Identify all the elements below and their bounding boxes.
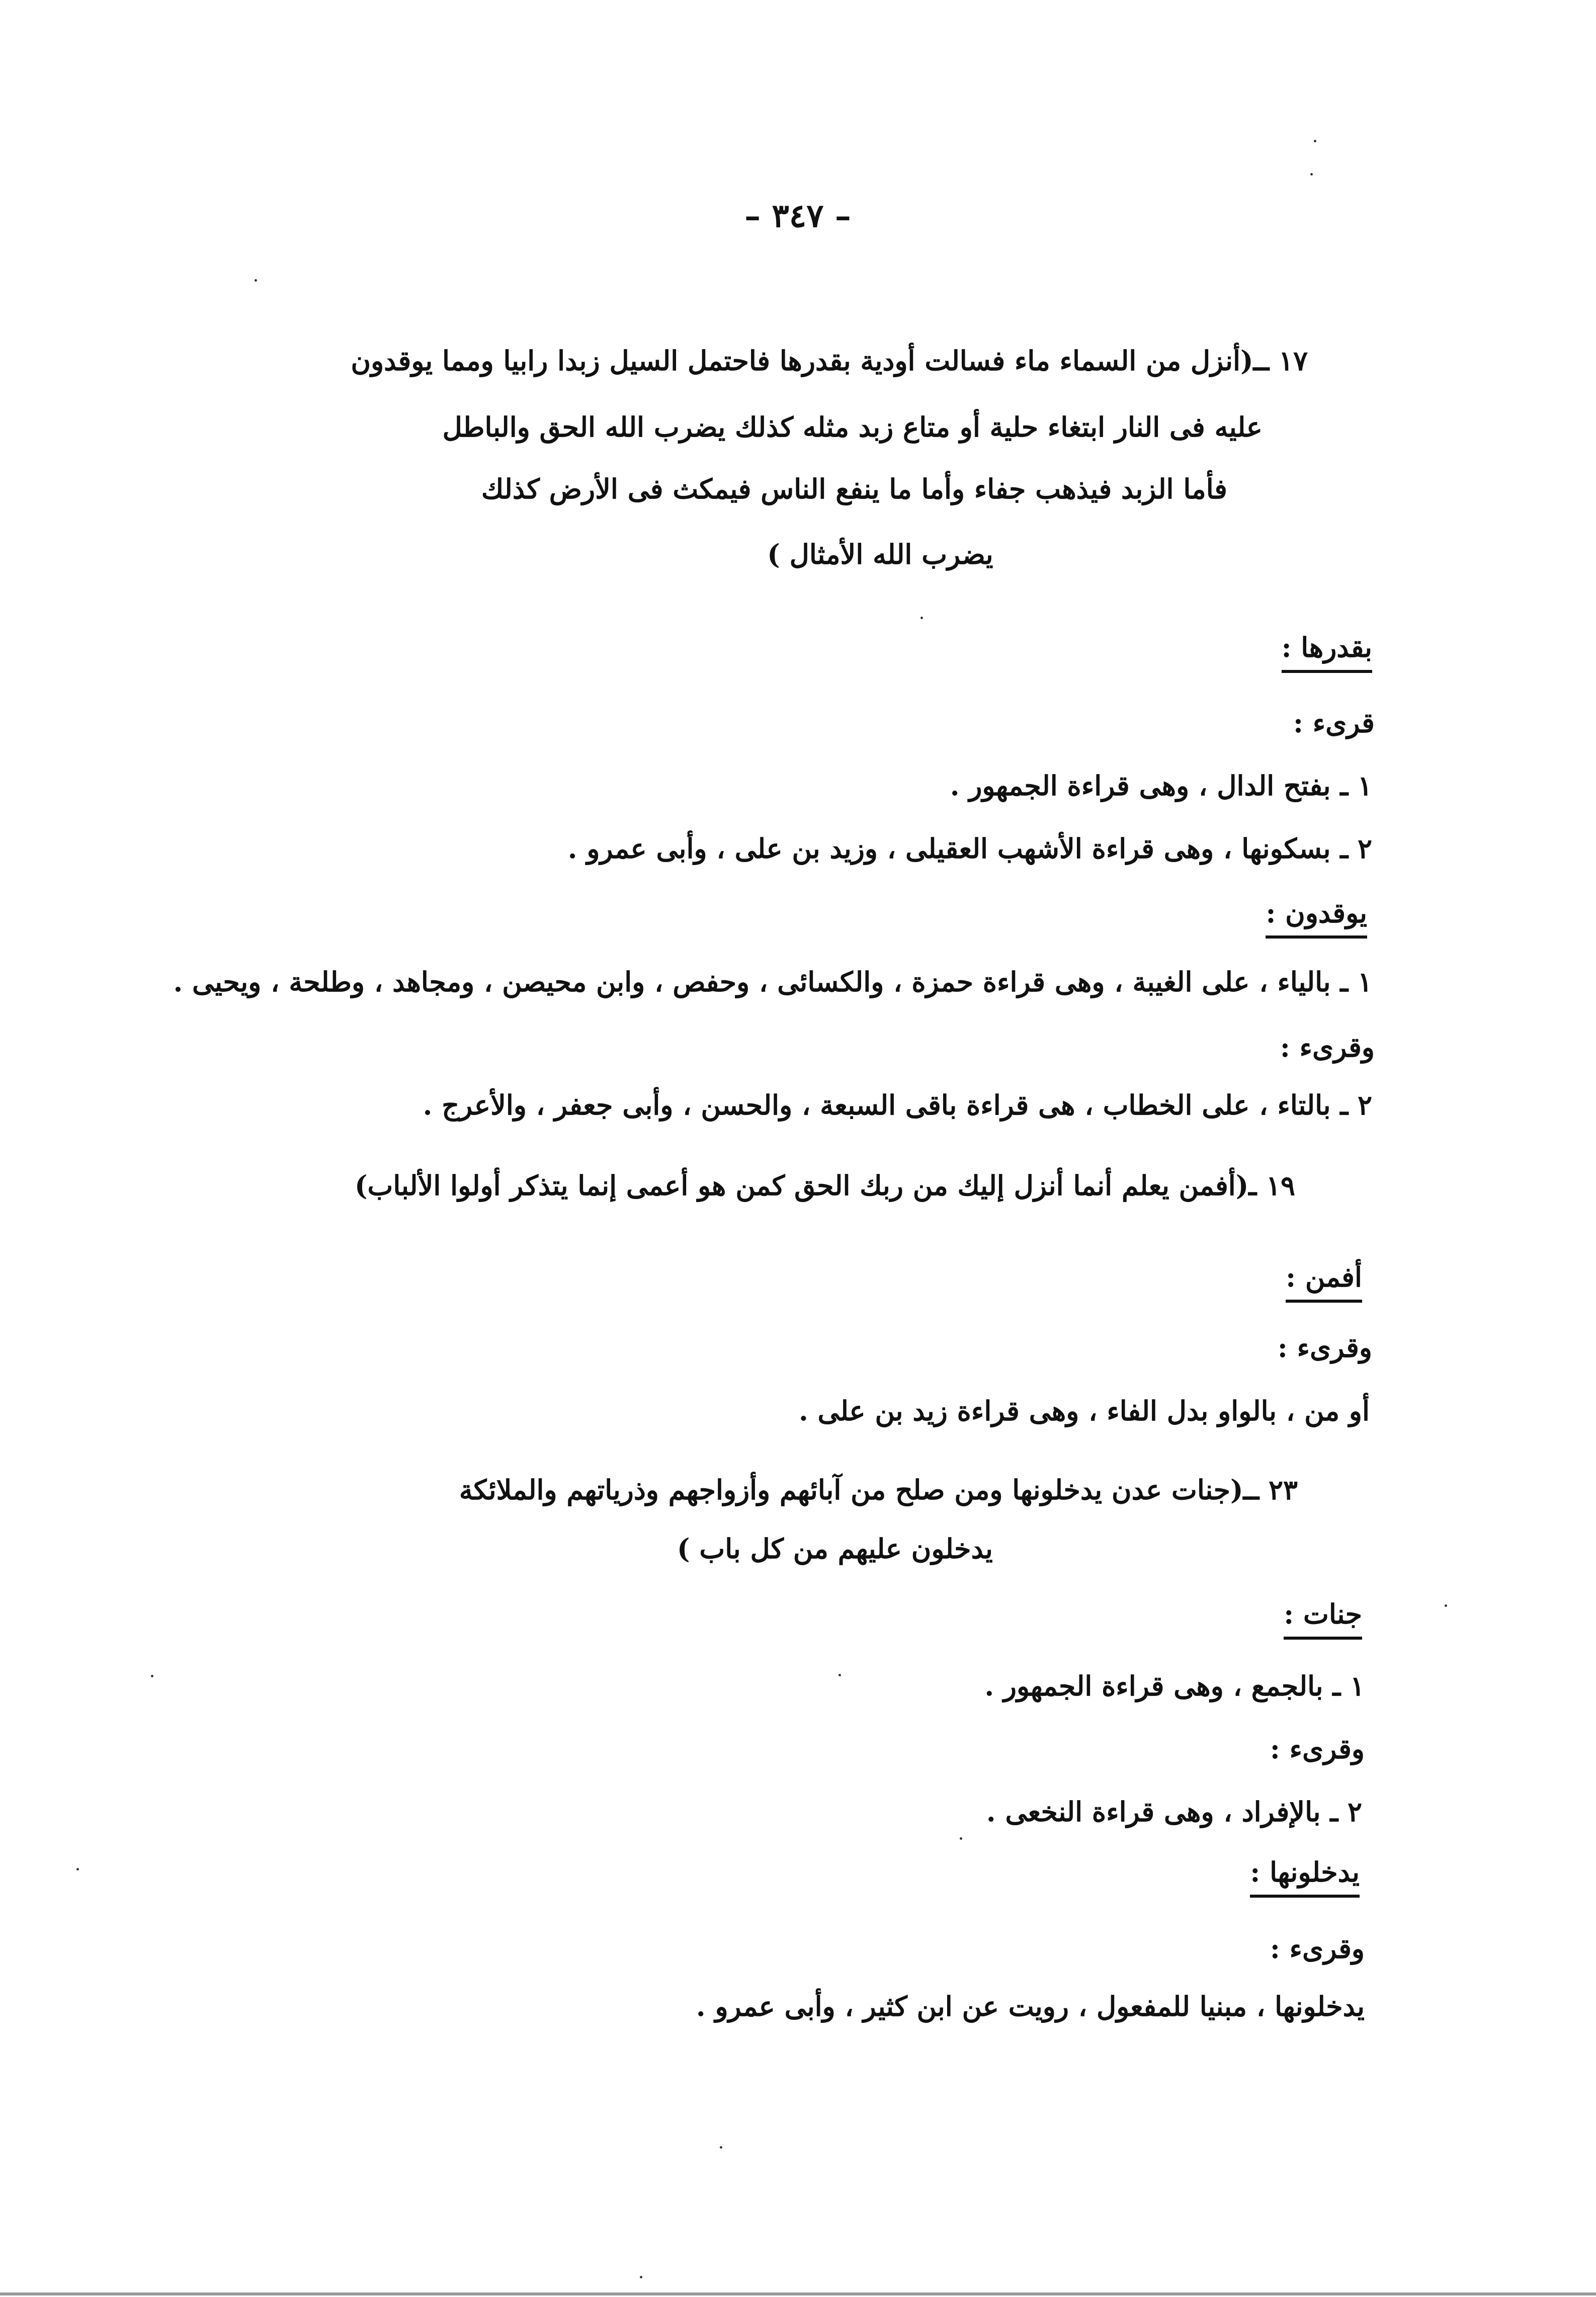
verse-23-line-2: يدخلون عليهم من كل باب ) — [677, 1533, 993, 1565]
reading-item: ٢ ـ بالتاء ، على الخطاب ، هى قراءة باقى السبعة ، والحسن ، وأبى جعفر ، والأعرج . — [423, 1089, 1372, 1121]
page-number: – ٣٤٧ – — [744, 197, 851, 235]
reading-item: أو من ، بالواو بدل الفاء ، وهى قراءة زيد بن على . — [798, 1395, 1370, 1427]
verse-17-line-3: فأما الزبد فيذهب جفاء وأما ما ينفع الناس فيمكث فى الأرض كذلك — [481, 473, 1227, 505]
verse-17-line-4: يضرب الله الأمثال ) — [767, 538, 993, 570]
qurie-label: قرىء : — [1293, 707, 1375, 739]
word-heading-yuqidun: يوقدون : — [1266, 899, 1367, 939]
word-heading-biqadariha: بقدرها : — [1282, 634, 1372, 673]
verse-17-line-1: ١٧ ــ(أنزل من السماء ماء فسالت أودية بقدرها فاحتمل السيل زبدا رابيا ومما يوقدون — [351, 345, 1308, 377]
word-heading-jannat: جنات : — [1284, 1600, 1362, 1640]
verse-23-line-1: ٢٣ ــ(جنات عدن يدخلونها ومن صلح من آبائهم وأزواجهم وذرياتهم والملائكة — [459, 1474, 1298, 1506]
word-heading-yadkhulunaha: يدخلونها : — [1250, 1858, 1360, 1898]
scan-speck — [1310, 173, 1313, 176]
reading-item: ١ ـ بالياء ، على الغيبة ، وهى قراءة حمزة ، والكسائى ، وحفص ، وابن محيصن ، ومجاهد ، وطلحة ، ويحيى . — [173, 966, 1372, 998]
qurie-label: وقرىء : — [1280, 1031, 1375, 1063]
verse-17-line-2: عليه فى النار ابتغاء حلية أو متاع زبد مثله كذلك يضرب الله الحق والباطل — [442, 411, 1263, 443]
scan-speck — [1445, 1604, 1447, 1607]
scan-speck — [76, 1868, 79, 1870]
qurie-label: وقرىء : — [1277, 1331, 1372, 1364]
reading-item: يدخلونها ، مبنيا للمفعول ، رويت عن ابن كثير ، وأبى عمرو . — [696, 1990, 1365, 2022]
qurie-label: وقرىء : — [1270, 1932, 1365, 1965]
qurie-label: وقرىء : — [1270, 1733, 1365, 1765]
scan-speck — [255, 279, 257, 282]
reading-item: ١ ـ بفتح الدال ، وهى قراءة الجمهور . — [950, 770, 1372, 802]
scan-speck — [720, 2146, 722, 2149]
scan-speck — [920, 617, 923, 619]
word-heading-afaman: أفمن : — [1286, 1263, 1362, 1303]
reading-item: ٢ ـ بالإفراد ، وهى قراءة النخعى . — [986, 1796, 1362, 1828]
reading-item: ١ ـ بالجمع ، وهى قراءة الجمهور . — [984, 1670, 1365, 1702]
scan-speck — [838, 1674, 841, 1676]
scan-speck — [960, 1837, 962, 1840]
scan-speck — [1314, 140, 1316, 142]
scan-speck — [151, 1675, 153, 1677]
scan-bottom-edge — [0, 2292, 1596, 2295]
reading-item: ٢ ـ بسكونها ، وهى قراءة الأشهب العقيلى ، وزيد بن على ، وأبى عمرو . — [567, 832, 1372, 865]
verse-19-line-1: ١٩ ـ(أفمن يعلم أنما أنزل إليك من ربك الحق كمن هو أعمى إنما يتذكر أولوا الألباب) — [355, 1169, 1295, 1202]
scan-speck — [640, 2276, 642, 2278]
